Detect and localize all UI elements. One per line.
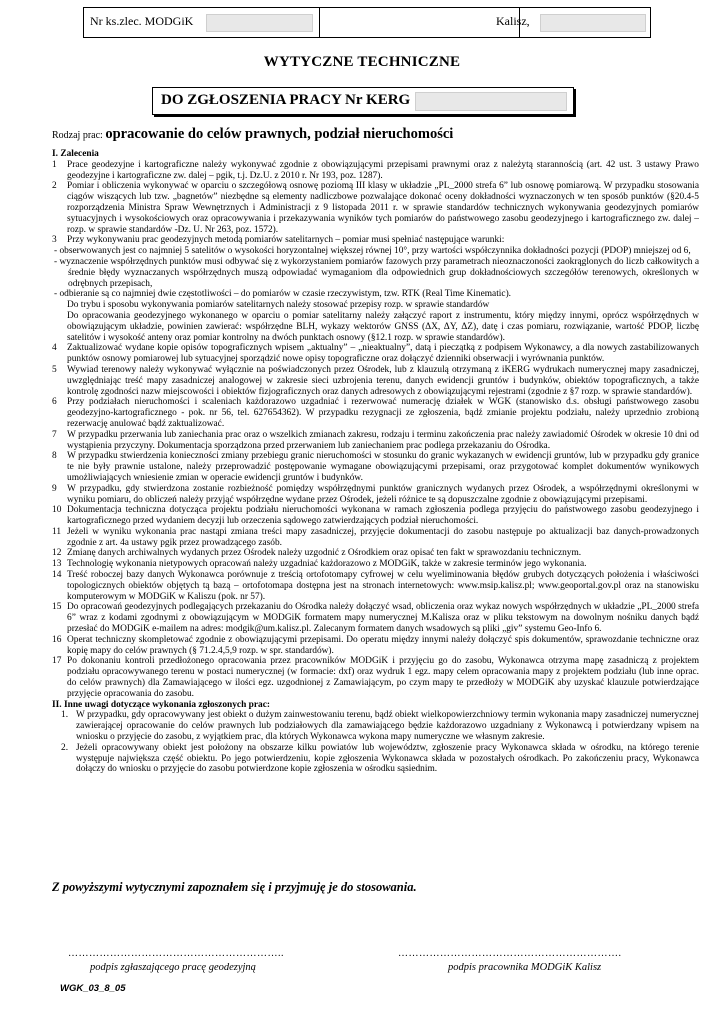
dash-item: - wyznaczenie współrzędnych punktów musi odbywać się z wykorzystaniem pomiarów fazowych przy parametrach nieoznaczoności zaokrąglonych do liczb całkowitych a średnie błędy wyznaczanych współrzędnych muszą odpowiadać wymaganiom dla odpowiednich grup dokładnościowych szczegółów terenowych, określonych w odrębnych przepisach, [54,256,699,289]
list-item [52,635,699,657]
page-title: WYTYCZNE TECHNICZNE [263,54,461,70]
signature-label-right: podpis pracownika MODGiK Kalisz [448,962,602,973]
item-text: Zmianę danych archiwalnych wydanych przez Ośrodek należy uzgodnić z Ośrodkiem oraz opisać ten fakt w sprawozdaniu technicznym. [67,548,582,559]
dash-item: - odbieranie są co najmniej dwie częstotliwości – do pomiarów w czasie rzeczywistym, tzw. RTK (Real Time Kinematic). [54,289,512,300]
item-text: Po dokonaniu kontroli przedłożonego opracowania przez pracowników MODGiK i przyjęciu go do zasobu, Wykonawca otrzyma mapę zasadniczą z projektem podziału opracowywanego terenu w postaci numerycznej (w formacie: dxf) oraz wydruk 1 egz. mapy celem opracowania mapy z projektem podziału (lub inne oprac. do celów prawnych) dla Zamawiającego w ilości egz. uzgodnionej z Zamawiającym, po czym mapy te przedłoży w MODGiK aby uzyskać klauzule potwierdzające przyjęcie opracowania do zasobu. [67,656,699,699]
item-number: 2. [61,742,69,753]
header-date-field[interactable] [540,14,646,32]
list-item [52,559,699,570]
item-number: 3 [52,235,57,246]
item-number: 7 [52,429,57,440]
list-item [52,548,699,559]
list-item [52,527,699,549]
item-text: W przypadku, gdy opracowywany jest obiekt o dużym zainwestowaniu terenu, bądź obiekt wielkopowierzchniowy termin wykonania mapy zasadniczej numerycznej zawierającej opracowanie do celów prawnych lub podziałowych dla zamawiającego będzie każdorazowo uzgadniany z Wykonawcą i potwierdzany wpisem na wniosku o przyjęcie do zasobu, z wyjątkiem prac, dla których Wykonawca wykona mapy numeryczne we własnym zakresie. [76,710,699,743]
header-cell-empty [319,8,520,37]
list-item [52,235,699,246]
work-type-label: Rodzaj prac: [52,130,103,141]
list-item [52,430,699,452]
list-item [52,710,699,742]
list-item [52,484,699,506]
item-number: 12 [52,548,62,559]
header-nr-label: Nr ks.zlec. MODGiK [90,14,194,28]
list-item [52,451,699,483]
item-text: Prace geodezyjne i kartograficzne należy wykonywać zgodnie z obowiązującymi przepisami prawnymi oraz z należytą starannością (art. 42 ust. 3 ustawy Prawo geodezyjne i kartograficzne zw. dalej – pgik, t.j. Dz.U. z 2010 r. Nr 193, poz. 1287). [67,159,699,181]
item-text: Treść roboczej bazy danych Wykonawca porównuje z treścią ortofotomapy cyfrowej w celu wyeliminowania błędów grubych dotyczących położenia i właściwości topologicznych obiektów objętych tą bazą – ortofotomapa dostępna jest na stronach internetowych: www.msip.kalisz.pl; www.geoportal.gov.pl oraz na stanowisku komputerowym w MODGiK w Kaliszu (pok. nr 57). [67,570,699,602]
item-number: 1. [61,710,69,721]
item-number: 8 [52,451,57,462]
item-text: Pomiar i obliczenia wykonywać w oparciu o szczegółową osnowę poziomą III klasy w układzie „PL_2000 strefa 6” lub osnowę pomiarową. W przypadku stosowania ciągów wiszących lub tzw. „bagnetów” niezbędne są elementy nadliczbowe pozwalające dokonać oceny dokładności wyznaczonych w ten sposób punktów (§20.4-5 rozporządzenia Ministra Spraw Wewnętrznych i Administracji z 9 listopada 2011 r. w sprawie standardów technicznych wykonywania geodezyjnych pomiarów sytuacyjnych i wysokościowych oraz opracowywania i przekazywania wyników tych pomiarów do państwowego zasobu geodezyjnego i kartograficznego zw. dalej – rozp. w sprawie standardów -Dz. U. Nr 263, poz. 1572). [67,181,699,235]
paragraph: Do opracowania geodezyjnego wykonanego w oparciu o pomiar satelitarny należy załączyć raport z instrumentu, który między innymi, oprócz współrzędnych w obowiązującym układzie, powinien zawierać: współrzędne BLH, wykazy wektorów GNSS (ΔX, ΔY, ΔZ), datę i czas pomiaru, rozwiązanie, wartość PDOP, liczbę satelitów i wysokość anteny oraz pomiar kontrolny na dwóch punktach osnowy (§12.1 rozp. w sprawie standardów). [67,310,699,343]
item-number: 11 [52,526,62,537]
list-item [52,743,699,775]
dash-item: - obserwowanych jest co najmniej 5 satelitów o wysokości horyzontalnej większej równej 10°, przy wartości współczynnika dokładności pozycji (PDOP) mniejszej od 6, [54,246,691,257]
section-title-other-notes: II. Inne uwagi dotyczące wykonania zgłoszonych prac: [52,699,270,710]
item-text: Jeżeli opracowywany obiekt jest położony na obszarze kilku powiatów lub województw, zgłoszenie pracy Wykonawca składa w ośrodku, na którego terenie występuje największa część obiektu. Po jego potwierdzeniu, kopie zgłoszenia Wykonawca składa w pozostałych ośrodkach. Po zakończeniu pracy, Wykonawca dołączy do wniosku o przyjęcie do zasobu potwierdzone kopie zgłoszenia w ośrodku sąsiednim. [76,742,699,775]
kerg-box [152,87,574,115]
item-number: 6 [52,397,57,408]
item-number: 1 [52,159,57,170]
item-number: 13 [52,559,62,570]
item-number: 2 [52,181,57,192]
form-code: WGK_03_8_05 [60,983,126,994]
item-text: Przy podziałach nieruchomości i scaleniach każdorazowo uzgadniać i rezerwować numerację działek w WGK (stanowisko d.s. obsługi państwowego zasobu geodezyjno-kartograficznego - pok. nr 56, tel. 627654362). W przypadku rezygnacji ze zgłoszenia, bądź zmianie projektu podziału, należy uprzednio zrobioną rezerwację anulować bądź zaktualizować. [67,397,699,429]
item-number: 16 [52,634,62,645]
header-place-label: Kalisz, [496,14,530,28]
list-item [52,505,699,527]
item-text: Przy wykonywaniu prac geodezyjnych metodą pomiarów satelitarnych – pomiar musi spełniać następujące warunki: [67,235,505,246]
paragraph: Do trybu i sposobu wykonywania pomiarów satelitarnych należy stosować przepisy rozp. w sprawie standardów [67,300,490,311]
list-item [52,656,699,699]
list-item [52,570,699,602]
header-nr-field[interactable] [206,14,313,32]
item-text: W przypadku stwierdzenia konieczności zmiany przebiegu granic nieruchomości w stosunku do granic wykazanych w ewidencji gruntów, lub w przypadku gdy granice te nie były prawnie ustalone, należy przeprowadzić postępowanie wymagane obowiązującymi przepisami, oraz przygotować komplet dokumentów wynikowych umożliwiających wniesienie zmian w operacie ewidencji gruntów i budynków. [67,451,699,483]
header-table [83,7,651,38]
item-text: Technologię wykonania nietypowych opracowań należy uzgadniać każdorazowo z MODGiK, także w zakresie terminów jego wykonania. [67,559,587,570]
list-item [52,181,699,235]
item-number: 9 [52,483,57,494]
section-title-recommendations: I. Zalecenia [52,149,99,159]
acceptance-statement: Z powyższymi wytycznymi zapoznałem się i przyjmuję je do stosowania. [52,880,417,894]
item-text: Dokumentacja techniczna dotycząca projektu podziału nieruchomości wykonana w ramach zgłoszenia podlega przyjęciu do państwowego zasobu geodezyjnego i kartograficznego przed wydaniem decyzji lub orzeczenia sądowego zatwierdzających podział nieruchomości. [67,505,699,527]
signature-label-left: podpis zgłaszającego pracę geodezyjną [90,962,256,973]
item-number: 10 [52,505,62,516]
kerg-number-field[interactable] [415,92,567,111]
item-text: Jeżeli w wyniku wykonania prac nastąpi zmiana treści mapy zasadniczej, przyjęcie dokumentacji do zasobu następuje po aktualizacji baz danych-prowadzonych zgodnie z art. 4a ustawy pgik przez prowadzącego zasób. [67,526,699,548]
item-number: 14 [52,570,62,581]
item-number: 5 [52,364,57,375]
signature-line-left: …………………………………………………….. [68,948,284,959]
item-text: Do opracowań geodezyjnych podlegających przekazaniu do Ośrodka należy dołączyć wsad, obliczenia oraz wykaz nowych współrzędnych w układzie „PL_2000 strefa 6” wraz z kodami zgodnymi z obowiązującym w MODGiK formatem mapy numerycznej M.Kalisza oraz w pliku tekstowym na dowolnym nośniku danych bądź przesłać do MODGiK e-mailem na adres: modgik@um.kalisz.pl. Zalecanym formatem danych wsadowych są pliki „giv” systemu Geo-Info 6. [67,602,699,635]
signature-line-right: ………………………………………………………. [398,948,622,959]
item-number: 17 [52,656,62,667]
list-item [52,160,699,182]
item-number: 4 [52,343,57,354]
guidelines-body [52,149,699,775]
item-text: Zaktualizować wydane kopie opisów topograficznych wpisem „aktualny” – „nieaktualny”, datą i pieczątką z podpisem Wykonawcy, a dla nowych zastabilizowanych punktów osnowy pomiarowej lub sytuacyjnej sporządzić nowe opisy topograficzne oraz dołączyć dzienniki obserwacji i wyrównania punktów. [67,343,699,365]
list-item [52,602,699,634]
list-item [52,365,699,397]
item-number: 15 [52,602,62,613]
item-text: Wywiad terenowy należy wykonywać wyłącznie na poświadczonych przez Ośrodek, lub z klauzulą otrzymaną z iKERG wydrukach numerycznej mapy zasadniczej, uwzględniając treść mapy zasadniczej analogowej w zakresie sieci uzbrojenia terenu, danych ewidencji gruntów i budynków, obiektów topograficznych, a także kontrolę zgodności nazw miejscowości i obiektów fizjograficznych oraz danych adresowych z obowiązującymi rejestrami (zgodnie z §7 rozp. w sprawie standardów). [67,364,699,397]
work-type [52,126,453,143]
item-text: W przypadku, gdy stwierdzona zostanie rozbieżność pomiędzy współrzędnymi punktów granicznych wydanych przez Ośrodek, a współrzędnymi określonymi w wyniku pomiaru, do obliczeń należy przyjąć współrzędne wydane przez Ośrodek, jeżeli różnice te są dopuszczalne zgodnie z obowiązującymi przepisami. [67,483,699,505]
item-text: W przypadku przerwania lub zaniechania prac oraz o wszelkich zmianach zakresu, rodzaju i terminu zakończenia prac należy zawiadomić Ośrodek w okresie 10 dni od wystąpienia przyczyny. Dokumentacja sporządzona przed przerwaniem lub zaniechaniem prac podlega przekazaniu do Ośrodka. [67,429,699,451]
list-item [52,397,699,429]
list-item [52,343,699,365]
kerg-label: DO ZGŁOSZENIA PRACY Nr KERG [161,92,411,108]
work-type-value: opracowanie do celów prawnych, podział nieruchomości [105,126,454,142]
item-text: Operat techniczny skompletować zgodnie z obowiązującymi przepisami. Do operatu między innymi należy dołączyć spis dokumentów, sprawozdanie techniczne oraz kopię mapy do celów prawnych (§ 71.2.4,5,9 rozp. w spr. standardów). [67,634,699,656]
